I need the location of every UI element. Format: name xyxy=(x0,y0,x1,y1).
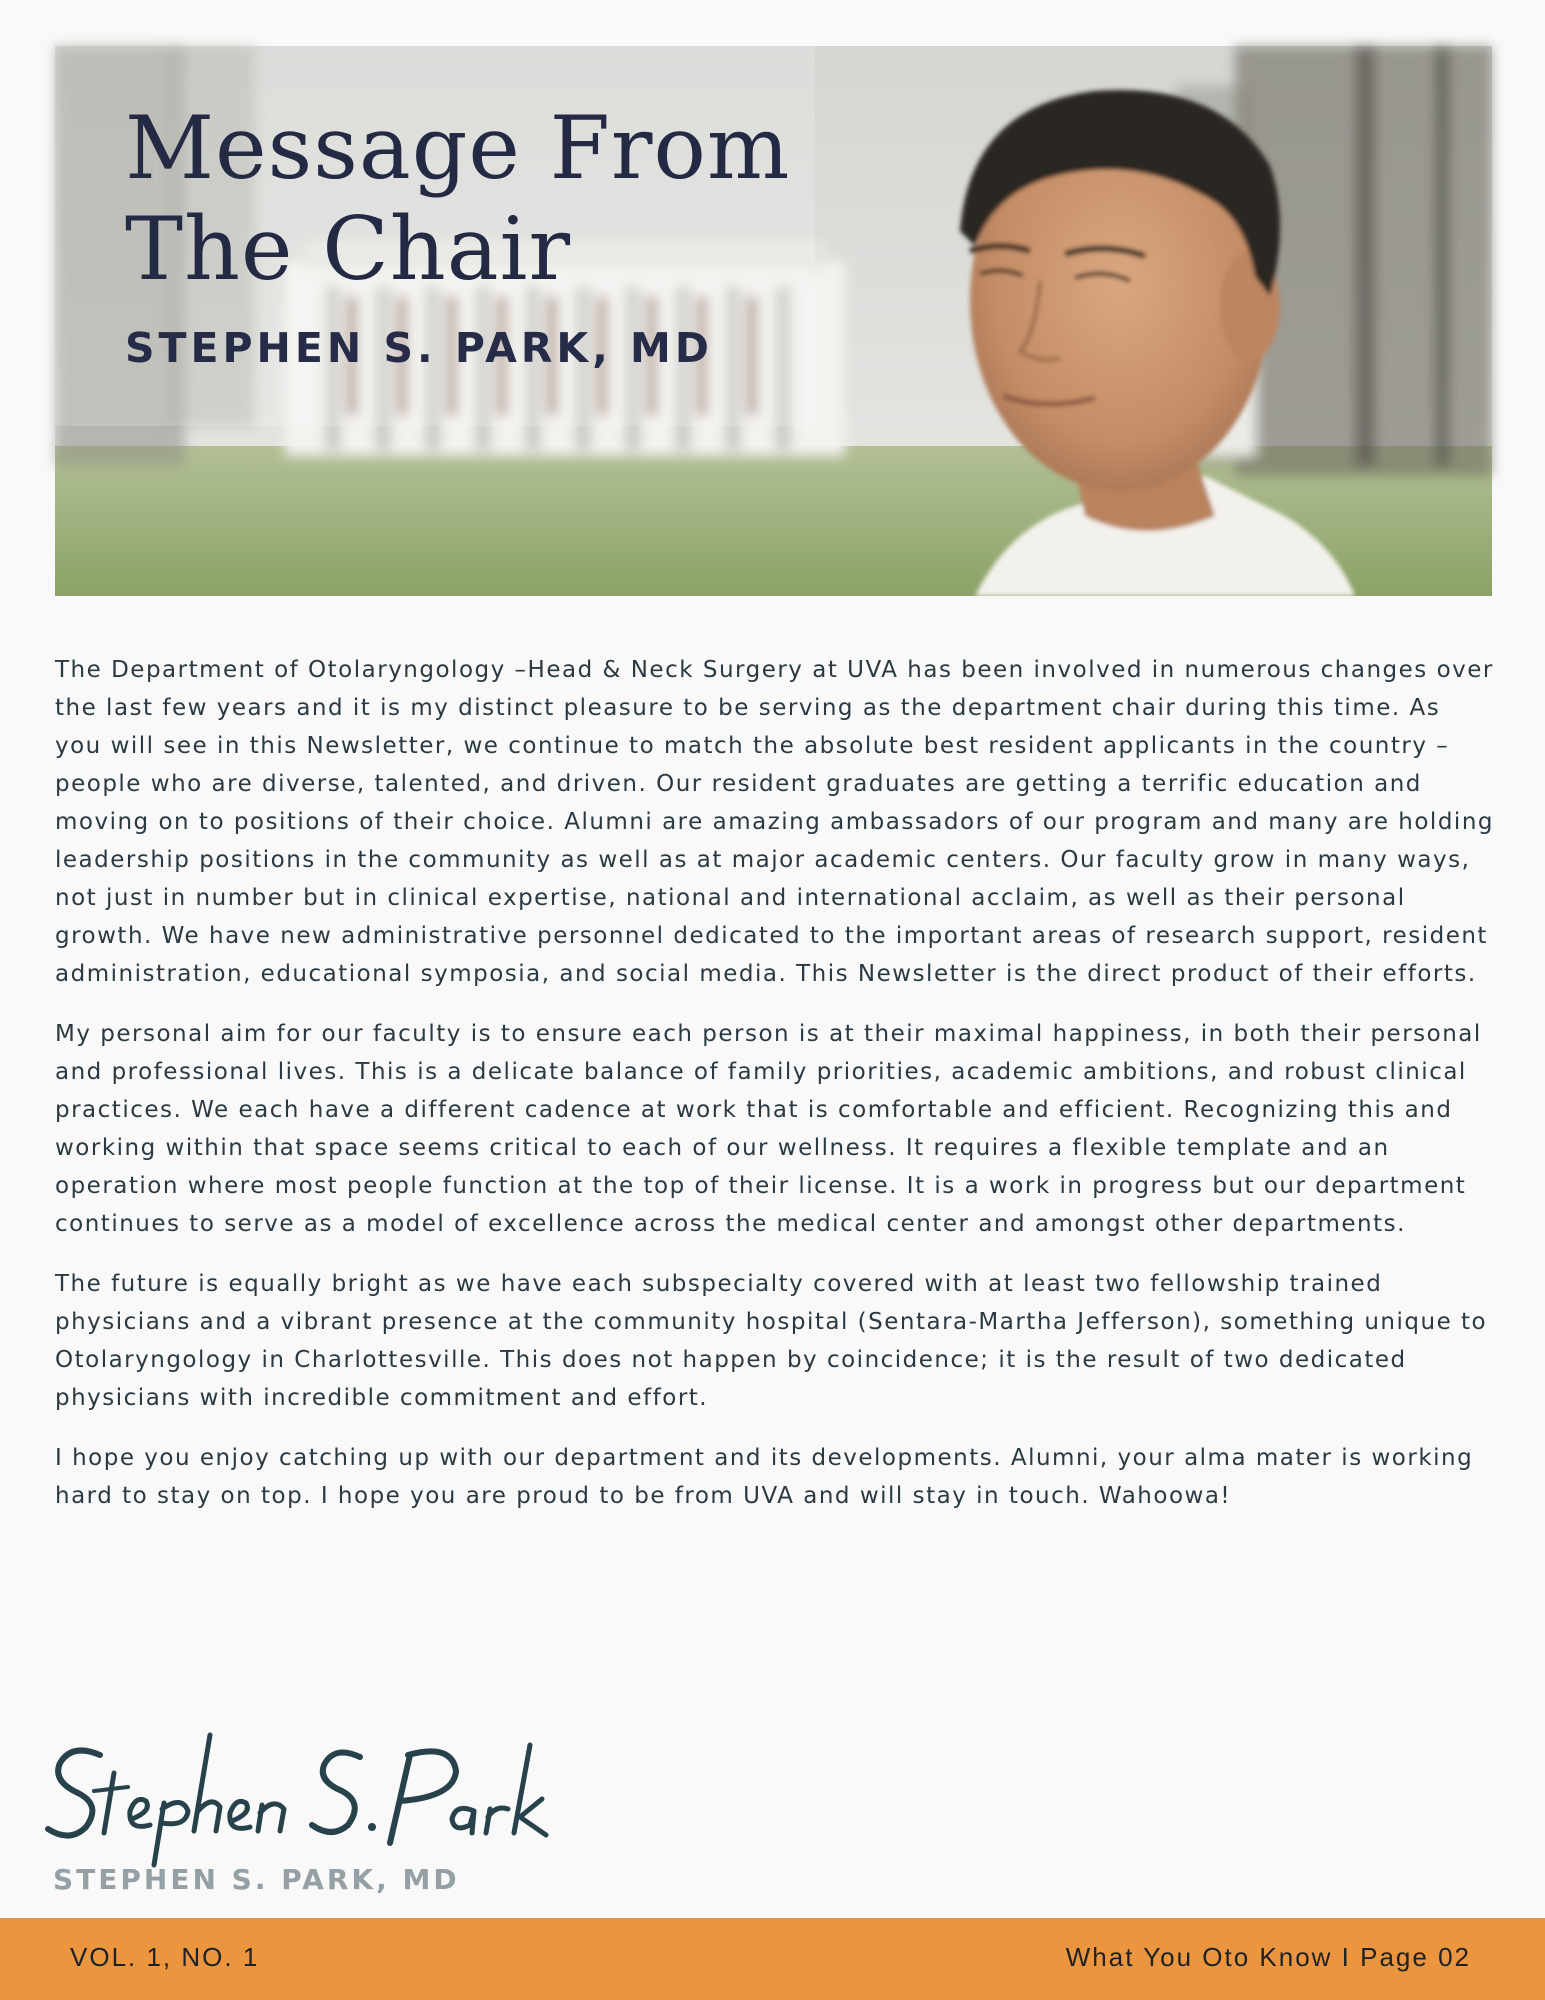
letter-paragraph-1: The Department of Otolaryngology –Head & Neck Surgery at UVA has been involved in numerous changes over the last few years and it is my distinct pleasure to be serving as the department chair during this time. As you will see in this Newsletter, we continue to match the absolute best resident applicants in the country – people who are diverse, talented, and driven. Our resident graduates are getting a terrific education and moving on to positions of their choice. Alumni are amazing ambassadors of our program and many are holding leadership positions in the community as well as at major academic centers. Our faculty grow in many ways, not just in number but in clinical expertise, national and international acclaim, as well as their personal growth. We have new administrative personnel dedicated to the important areas of research support, resident administration, educational symposia, and social media. This Newsletter is the direct product of their efforts. xyxy=(55,657,1494,987)
page-title xyxy=(125,98,790,300)
letter-body xyxy=(55,651,1495,1537)
footer-page-label: What You Oto Know I Page 02 xyxy=(1065,1942,1471,1972)
author-name: STEPHEN S. PARK, MD xyxy=(125,324,713,372)
footer-volume: VOL. 1, NO. 1 xyxy=(70,1942,260,1972)
letter-paragraph-4: I hope you enjoy catching up with our department and its developments. Alumni, your alma mater is working hard to stay on top. I hope you are proud to be from UVA and will stay in touch. Wahoowa! xyxy=(55,1445,1474,1509)
letter-paragraph-2: My personal aim for our faculty is to ensure each person is at their maximal happiness, in both their personal and professional lives. This is a delicate balance of family priorities, academic ambitions, and robust clinical practices. We each have a different cadence at work that is comfortable and efficient. Recognizing this and working within that space seems critical to each of our wellness. It requires a flexible template and an operation where most people function at the top of their license. It is a work in progress but our department continues to serve as a model of excellence across the medical center and amongst other departments. xyxy=(55,1021,1482,1237)
page-footer xyxy=(0,1918,1545,2000)
hero-banner xyxy=(55,46,1492,596)
signature-text: Stephen S. Park xyxy=(42,1700,169,1719)
letter-paragraph-3: The future is equally bright as we have each subspecialty covered with at least two fellowship trained physicians and a vibrant presence at the community hospital (Sentara-Martha Jefferson), something unique to Otolaryngology in Charlottesville. This does not happen by coincidence; it is the result of two dedicated physicians with incredible commitment and effort. xyxy=(55,1271,1488,1411)
handwritten-signature xyxy=(42,1700,582,1865)
signer-name: STEPHEN S. PARK, MD xyxy=(53,1863,460,1896)
page-title-line-2: The Chair xyxy=(125,198,572,300)
page-title-line-1: Message From xyxy=(125,97,791,199)
